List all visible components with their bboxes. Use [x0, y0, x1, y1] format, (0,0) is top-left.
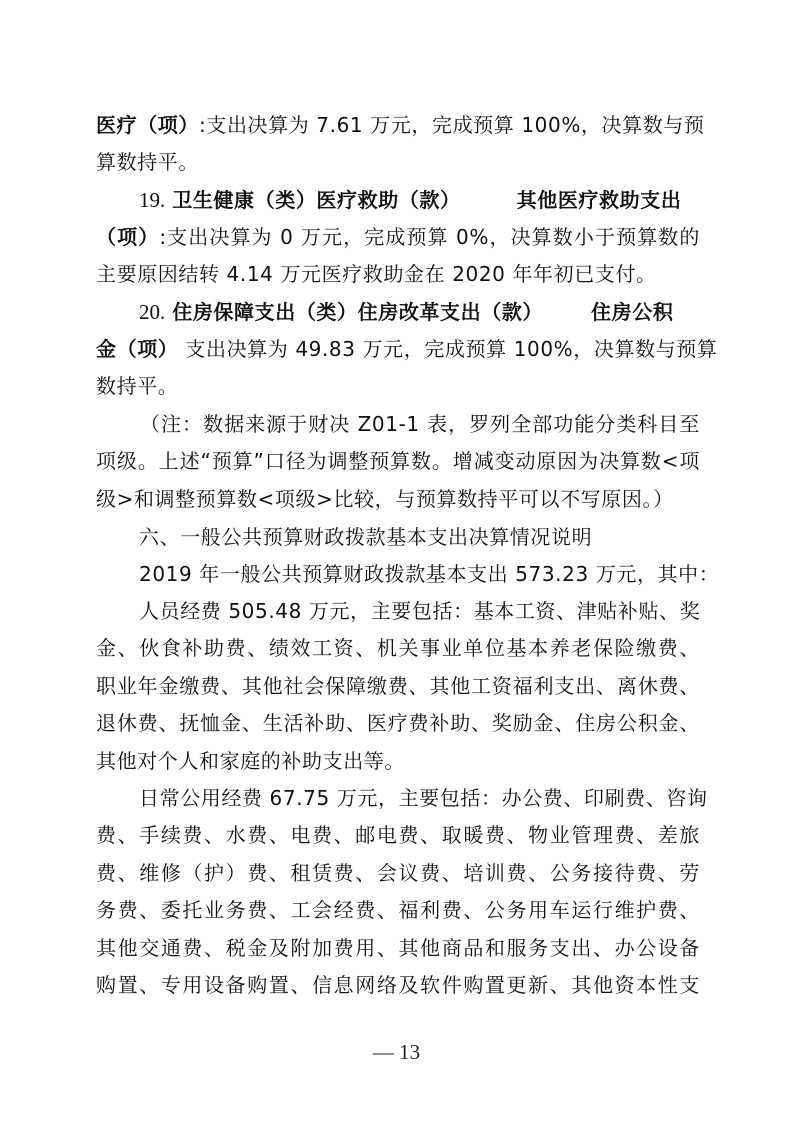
- section6-heading: 六、一般公共预算财政拨款基本支出决算情况说明: [139, 525, 593, 549]
- item19-number: 19.: [139, 188, 166, 212]
- item20-line3: 数持平。: [96, 374, 179, 398]
- page-number: — 13: [372, 1040, 421, 1064]
- item19-text: :支出决算为 0 万元，完成预算 0%，决算数小于预算数的: [159, 225, 700, 249]
- item20-number: 20.: [139, 300, 166, 324]
- item18-bold-label: 医疗（项）: [96, 113, 199, 137]
- item20-line2: [96, 331, 718, 368]
- item20-text: 支出决算为 49.83 万元，完成预算 100%，决算数与预算: [178, 337, 718, 361]
- item18-text: :支出决算为 7.61 万元，完成预算 100%，决算数与预: [199, 113, 705, 137]
- public-expense-line: 其他交通费、税金及附加费用、其他商品和服务支出、办公设备: [96, 936, 700, 960]
- public-expense-line: 费、维修（护）费、租赁费、会议费、培训费、公务接待费、劳: [96, 861, 700, 885]
- item18-line2: 算数持平。: [96, 150, 199, 174]
- item18-line1: [96, 107, 705, 144]
- item20-bold-head: 住房保障支出（类）住房改革支出（款）: [172, 300, 544, 324]
- item19-line3: 主要原因结转 4.14 万元医疗救助金在 2020 年年初已支付。: [96, 262, 657, 286]
- section6-summary: 2019 年一般公共预算财政拨款基本支出 573.23 万元，其中：: [139, 562, 720, 586]
- personnel-line: 职业年金缴费、其他社会保障缴费、其他工资福利支出、离休费、: [96, 674, 700, 698]
- item19-bold-head2: 其他医疗救助支出: [516, 188, 682, 212]
- item20-bold-label: 金（项）: [96, 337, 179, 361]
- item19-bold-head: 卫生健康（类）医疗救助（款）: [172, 188, 461, 212]
- item19-bold-label: （项）: [96, 225, 160, 249]
- personnel-line: 人员经费 505.48 万元，主要包括：基本工资、津贴补贴、奖: [139, 599, 701, 623]
- public-expense-line: 费、手续费、水费、电费、邮电费、取暖费、物业管理费、差旅: [96, 823, 700, 847]
- public-expense-line: 购置、专用设备购置、信息网络及软件购置更新、其他资本性支: [96, 973, 700, 997]
- item20-bold-head2: 住房公积: [591, 300, 674, 324]
- note-line1: （注：数据来源于财决 Z01-1 表，罗列全部功能分类科目至: [140, 412, 700, 436]
- note-line2: 项级。上述“预算”口径为调整预算数。增减变动原因为决算数<项: [96, 449, 700, 473]
- public-expense-line: 务费、委托业务费、工会经费、福利费、公务用车运行维护费、: [96, 898, 700, 922]
- personnel-line: 退休费、抚恤金、生活补助、医疗费补助、奖励金、住房公积金、: [96, 711, 700, 735]
- item19-line2: [96, 219, 700, 256]
- note-line3: 级>和调整预算数<项级>比较，与预算数持平可以不写原因。）: [96, 487, 674, 511]
- personnel-line: 其他对个人和家庭的补助支出等。: [96, 749, 405, 773]
- item20-heading: [139, 294, 700, 331]
- public-expense-line: 日常公用经费 67.75 万元，主要包括：办公费、印刷费、咨询: [139, 786, 708, 810]
- item19-heading: [139, 182, 700, 219]
- personnel-line: 金、伙食补助费、绩效工资、机关事业单位基本养老保险缴费、: [96, 636, 700, 660]
